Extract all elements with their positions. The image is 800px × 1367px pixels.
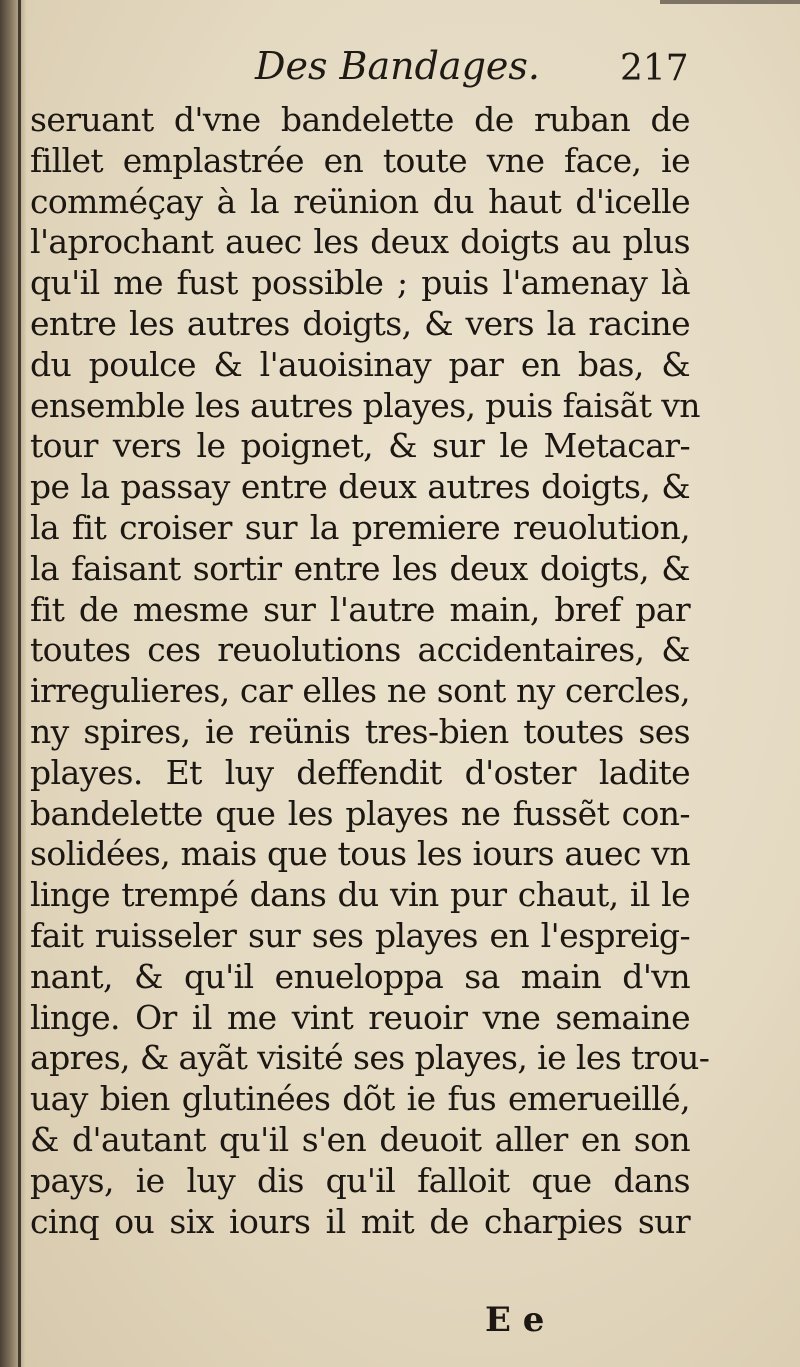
- text-line: solidées, mais que tous les iours auec vn: [30, 834, 690, 874]
- text-line: & d'autant qu'il s'en deuoit aller en son: [30, 1119, 690, 1159]
- text-line: ny spires, ie reünis tres-bien toutes ses: [30, 711, 690, 751]
- text-line: tour vers le poignet, & sur le Metacar-: [30, 426, 690, 466]
- binding-edge-line: [18, 0, 21, 1367]
- text-line: fit de mesme sur l'autre main, bref par: [30, 589, 690, 629]
- text-line: apres, & ayãt visité ses playes, ie les trou-: [30, 1038, 710, 1078]
- text-line: fait ruisseler sur ses playes en l'espreig-: [30, 915, 690, 955]
- text-line: cinq ou six iours il mit de charpies sur: [30, 1201, 690, 1241]
- text-line: entre les autres doigts, & vers la racine: [30, 303, 690, 343]
- text-line: pays, ie luy dis qu'il falloit que dans: [30, 1160, 690, 1200]
- text-line: bandelette que les playes ne fussẽt con-: [30, 793, 690, 833]
- text-line: linge. Or il me vint reuoir vne semaine: [30, 997, 690, 1037]
- page-gutter: [0, 0, 26, 1367]
- text-line: toutes ces reuolutions accidentaires, &: [30, 630, 690, 670]
- text-line: seruant d'vne bandelette de ruban de: [30, 100, 690, 139]
- text-line: linge trempé dans du vin pur chaut, il le: [30, 875, 690, 915]
- text-line: uay bien glutinées dõt ie fus emerueillé,: [30, 1079, 690, 1119]
- text-line: irregulieres, car elles ne sont ny cercles,: [30, 671, 690, 711]
- running-head: Des Bandages.: [255, 44, 540, 88]
- text-line: qu'il me fust possible ; puis l'amenay là: [30, 263, 690, 303]
- text-line: ensemble les autres playes, puis faisãt vn: [30, 385, 700, 425]
- text-line: nant, & qu'il enueloppa sa main d'vn: [30, 956, 690, 996]
- text-line: la fit croiser sur la premiere reuolution,: [30, 507, 690, 547]
- page-number: 217: [620, 48, 689, 89]
- text-line: la faisant sortir entre les deux doigts, &: [30, 548, 690, 588]
- text-line: playes. Et luy deffendit d'oster ladite: [30, 752, 690, 792]
- text-line: du poulce & l'auoisinay par en bas, &: [30, 344, 690, 384]
- text-line: l'aprochant auec les deux doigts au plus: [30, 222, 690, 262]
- body-text: [30, 100, 710, 1242]
- page-top-edge: [660, 0, 800, 4]
- text-line: comméçay à la reünion du haut d'icelle: [30, 181, 690, 221]
- page-header: [0, 44, 800, 100]
- text-line: fillet emplastrée en toute vne face, ie: [30, 140, 690, 180]
- catchword: E e: [485, 1300, 545, 1340]
- text-line: pe la passay entre deux autres doigts, &: [30, 467, 690, 507]
